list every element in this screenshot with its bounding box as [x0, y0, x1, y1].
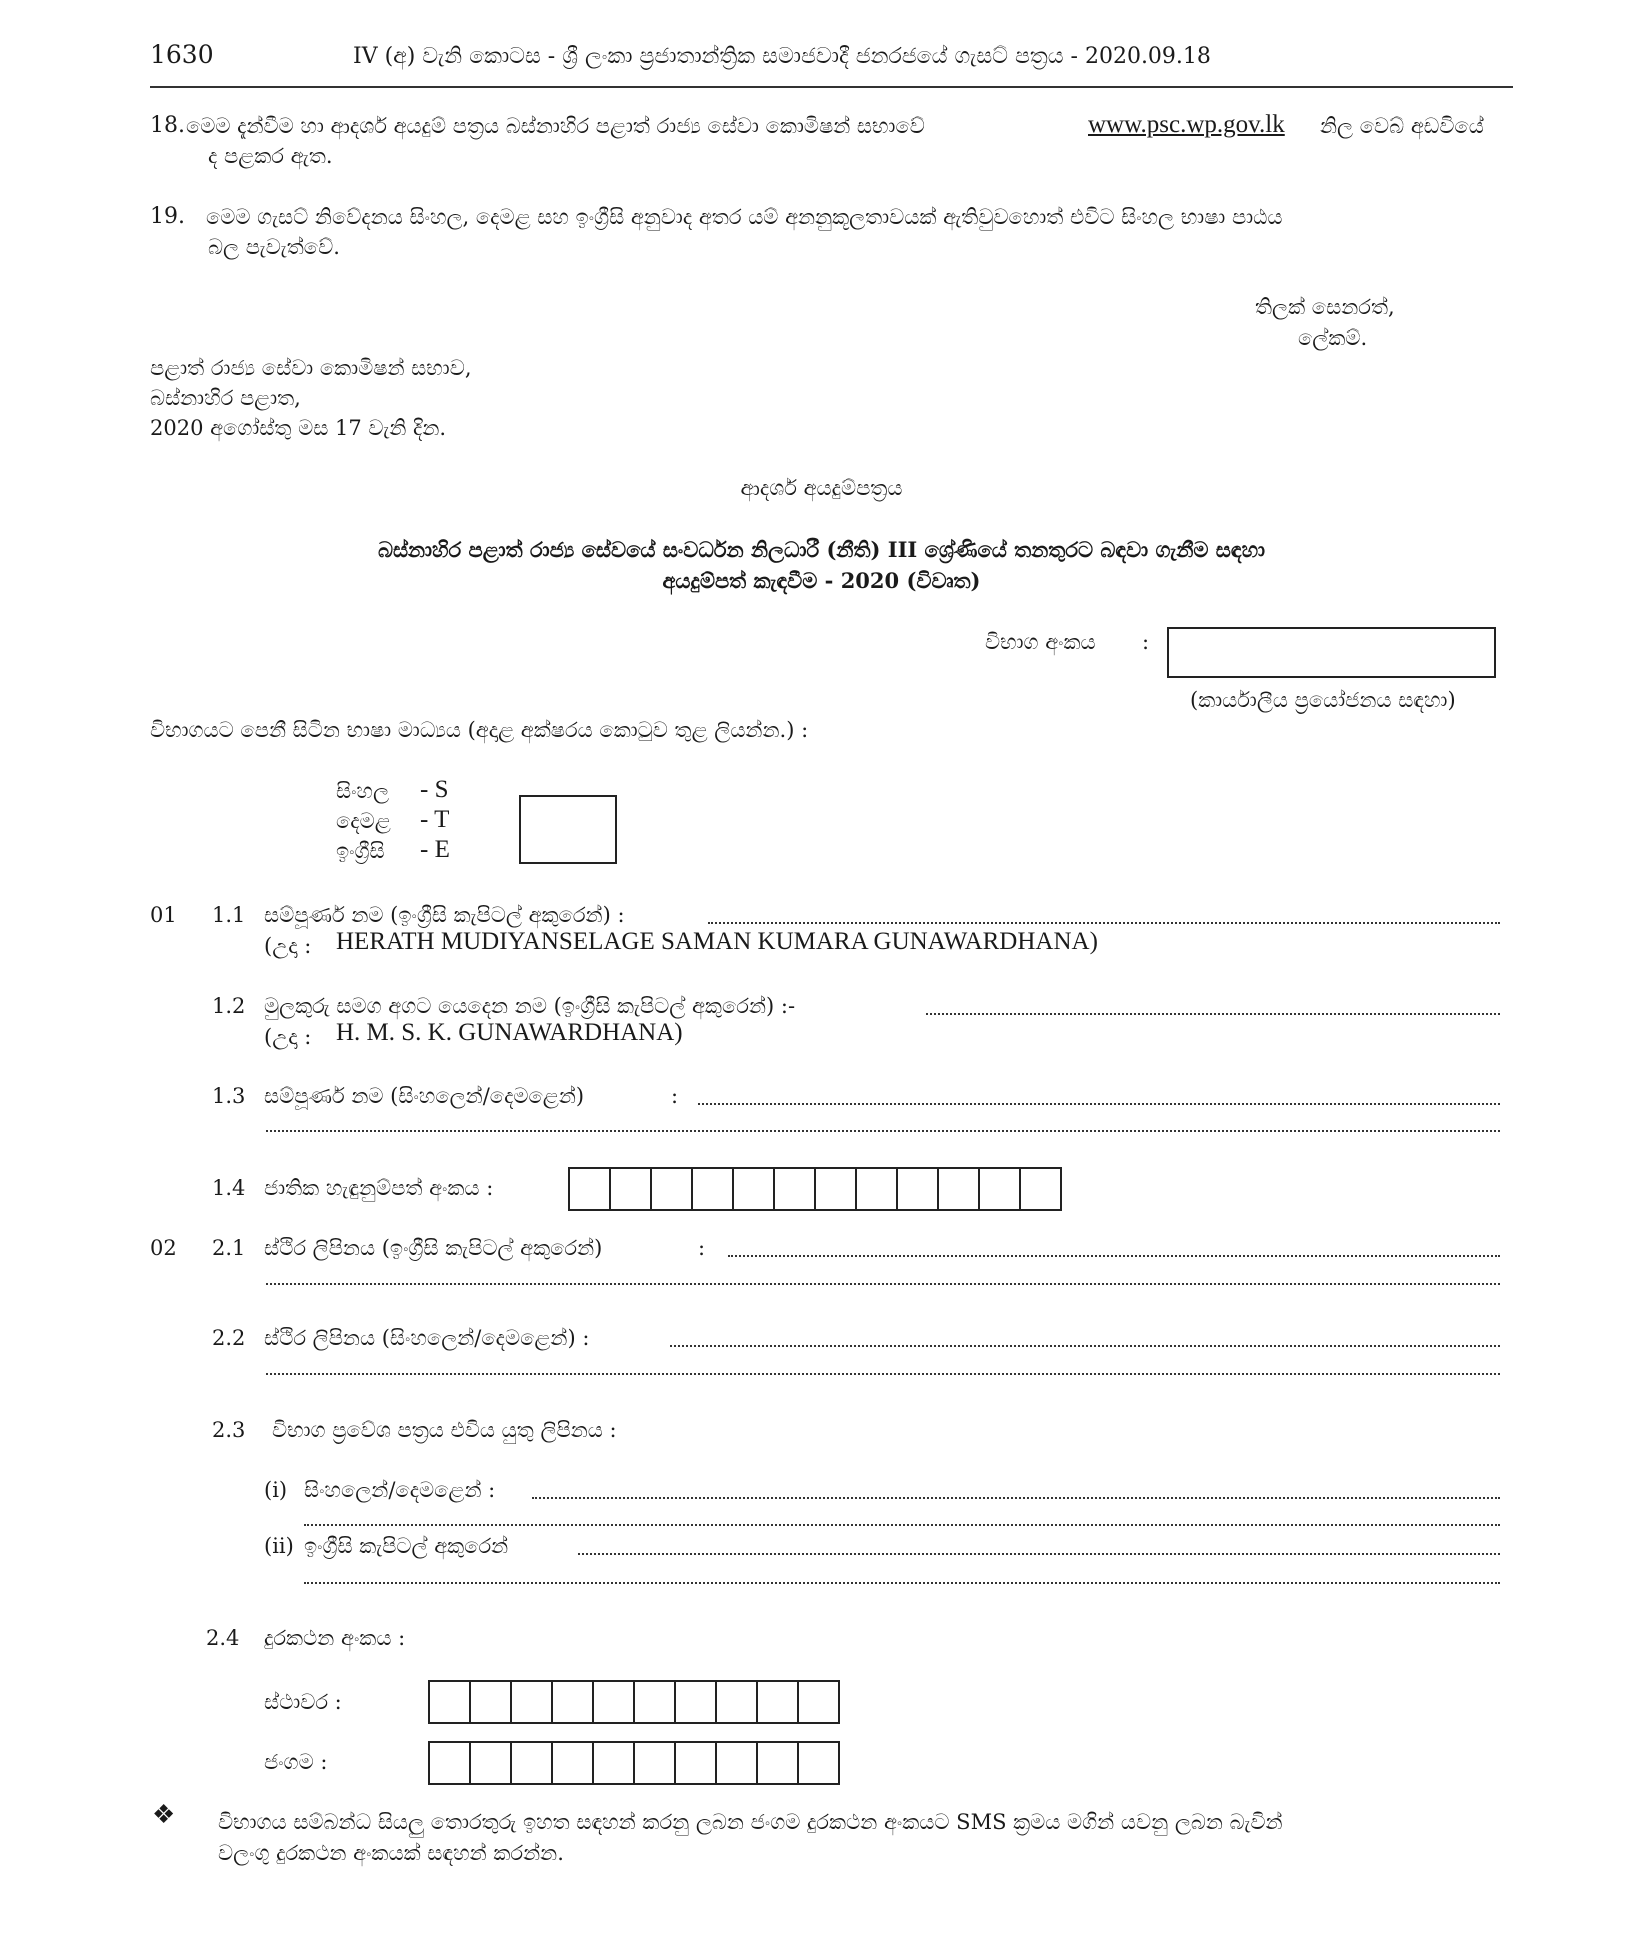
- nic-number-boxes[interactable]: [568, 1167, 1062, 1211]
- permanent-address-sinhala-field-line2[interactable]: [266, 1373, 1500, 1375]
- clause-19-number: 19.: [150, 204, 185, 229]
- nic-number-label: ජාතික හැඳුනුම්පත් අංකය :: [264, 1176, 494, 1200]
- admission-address-english-label: ඉංග්‍රීසි කැපිටල් අකුරෙන්: [304, 1534, 509, 1558]
- section-01-number: 01: [150, 903, 177, 927]
- nic-digit-box[interactable]: [816, 1169, 857, 1209]
- colon: :: [698, 1236, 706, 1260]
- item-1-4-number: 1.4: [212, 1176, 246, 1200]
- mobile-digit-box[interactable]: [430, 1743, 471, 1783]
- mobile-digit-box[interactable]: [676, 1743, 717, 1783]
- exam-number-box[interactable]: [1167, 627, 1496, 678]
- clause-18-text: මෙම දැන්වීම හා ආදර්ශ අයදුම් පත්‍රය බස්නාහිර පළාත් රාජ්‍ය සේවා කොමිෂන් සභාවේ: [186, 114, 925, 138]
- name-with-initials-field[interactable]: [926, 1013, 1500, 1015]
- colon: :: [671, 1084, 679, 1108]
- nic-digit-box[interactable]: [652, 1169, 693, 1209]
- full-name-english-label: සම්පූර්ණ නම (ඉංග්‍රීසි කැපිටල් අකුරෙන්) :: [264, 903, 625, 927]
- mobile-digit-box[interactable]: [758, 1743, 799, 1783]
- landline-digit-box[interactable]: [635, 1682, 676, 1722]
- permanent-address-english-label: ස්ථිර ලිපිනය (ඉංග්‍රීසි කැපිටල් අකුරෙන්): [264, 1236, 603, 1260]
- clause-19-text-line2: බල පැවැත්වේ.: [208, 235, 340, 259]
- mobile-digit-box[interactable]: [635, 1743, 676, 1783]
- nic-digit-box[interactable]: [939, 1169, 980, 1209]
- medium-code-box[interactable]: [519, 795, 617, 864]
- mobile-digit-box[interactable]: [717, 1743, 758, 1783]
- sms-note-line-1: විභාගය සම්බන්ධ සියලු තොරතුරු ඉහත සඳහන් කරනු ලබන ජංගම දුරකථන අංකයට SMS ක්‍රමය මගින් යවනු ලබන බැවින්: [218, 1810, 1283, 1834]
- full-name-sinhala-tamil-label: සම්පූර්ණ නම (සිංහලෙන්/දෙමළෙන්): [264, 1084, 585, 1108]
- mobile-digit-box[interactable]: [471, 1743, 512, 1783]
- admission-address-english-field[interactable]: [578, 1553, 1500, 1555]
- page-number: 1630: [150, 40, 214, 69]
- clause-18-number: 18.: [150, 113, 185, 138]
- name-with-initials-example: H. M. S. K. GUNAWARDHANA): [336, 1019, 683, 1046]
- office-use-note: (කාර්යාලීය ප්‍රයෝජනය සඳහා): [1190, 688, 1456, 712]
- admission-address-english-field-line2[interactable]: [304, 1582, 1500, 1584]
- permanent-address-english-field[interactable]: [728, 1255, 1500, 1257]
- full-name-sinhala-tamil-field-line2[interactable]: [266, 1130, 1500, 1132]
- landline-digit-box[interactable]: [512, 1682, 553, 1722]
- medium-option-code: - S: [420, 776, 449, 803]
- example-prefix: (උදා :: [264, 934, 312, 958]
- landline-digit-box[interactable]: [717, 1682, 758, 1722]
- medium-option-code: - T: [420, 806, 450, 833]
- full-name-sinhala-tamil-field[interactable]: [698, 1103, 1500, 1105]
- medium-option-code: - E: [420, 836, 450, 863]
- issuer-line-2: බස්නාහිර පළාත,: [150, 386, 301, 410]
- issuer-line-1: පළාත් රාජ්‍ය සේවා කොමිෂන් සභාව,: [150, 356, 472, 380]
- landline-digit-box[interactable]: [471, 1682, 512, 1722]
- medium-option-name: දෙමළ: [336, 809, 391, 833]
- signatory-name: තිලක් සෙනරත්,: [1255, 295, 1395, 319]
- mobile-label: ජංගම :: [264, 1750, 328, 1774]
- example-prefix: (උදා :: [264, 1025, 312, 1049]
- nic-digit-box[interactable]: [611, 1169, 652, 1209]
- item-2-4-number: 2.4: [206, 1626, 240, 1650]
- item-2-1-number: 2.1: [212, 1236, 246, 1260]
- item-2-3-ii-number: (ii): [264, 1534, 294, 1558]
- permanent-address-sinhala-field[interactable]: [670, 1345, 1500, 1347]
- signatory-title: ලේකම්.: [1298, 326, 1368, 350]
- telephone-number-label: දුරකථන අංකය :: [264, 1626, 406, 1650]
- landline-digit-box[interactable]: [676, 1682, 717, 1722]
- item-2-2-number: 2.2: [212, 1326, 246, 1350]
- nic-digit-box[interactable]: [898, 1169, 939, 1209]
- section-02-number: 02: [150, 1236, 177, 1260]
- nic-digit-box[interactable]: [1021, 1169, 1060, 1209]
- landline-digit-box[interactable]: [430, 1682, 471, 1722]
- nic-digit-box[interactable]: [857, 1169, 898, 1209]
- permanent-address-sinhala-label: ස්ථිර ලිපිනය (සිංහලෙන්/දෙමළෙන්) :: [264, 1326, 590, 1350]
- clause-19-text: මෙම ගැසට් නිවේදනය සිංහල, දෙමළ සහ ඉංග්‍රීසි අනුවාද අතර යම් අනනුකූලතාවයක් ඇතිවුවහොත් එවිට සිංහල භාෂා පාඨය: [206, 205, 1283, 229]
- permanent-address-english-field-line2[interactable]: [266, 1283, 1500, 1285]
- exam-number-label: විභාග අංකය: [985, 630, 1096, 654]
- item-2-3-number: 2.3: [212, 1418, 246, 1442]
- landline-number-boxes[interactable]: [428, 1680, 840, 1724]
- item-2-3-i-number: (i): [264, 1478, 288, 1502]
- mobile-number-boxes[interactable]: [428, 1741, 840, 1785]
- mobile-digit-box[interactable]: [799, 1743, 838, 1783]
- landline-label: ස්ථාවර :: [264, 1690, 342, 1714]
- clause-18-text-cont: නිල වෙබ් අඩවියේ: [1320, 114, 1484, 138]
- medium-label: විභාගයට පෙනී සිටින භාෂා මාධ්‍යය (අදාළ අක්ෂරය කොටුව තුළ ලියන්න.) :: [150, 718, 809, 742]
- admission-address-sinhala-field-line2[interactable]: [304, 1524, 1500, 1526]
- form-title-line-1: බස්නාහිර පළාත් රාජ්‍ය සේවයේ සංවර්ධන නිලධාරී (නීති) III ශ්‍රේණියේ තනතුරට බඳවා ගැනීම සඳහා: [377, 537, 1266, 562]
- nic-digit-box[interactable]: [980, 1169, 1021, 1209]
- gazette-header-title: IV (අ) වැනි කොටස - ශ්‍රී ලංකා ප්‍රජාතාන්ත්‍රික සමාජවාදී ජනරජයේ ගැසට් පත්‍රය - 2020.09.18: [353, 44, 1211, 69]
- exam-number-colon: :: [1142, 630, 1150, 654]
- full-name-english-example: HERATH MUDIYANSELAGE SAMAN KUMARA GUNAWARDHANA): [336, 928, 1098, 955]
- landline-digit-box[interactable]: [553, 1682, 594, 1722]
- mobile-digit-box[interactable]: [512, 1743, 553, 1783]
- full-name-english-field[interactable]: [708, 922, 1500, 924]
- form-title-line-2: අයදුම්පත් කැඳවීම - 2020 (විවෘත): [662, 568, 981, 593]
- clause-18-text-line2: ද පළකර ඇත.: [208, 144, 333, 168]
- landline-digit-box[interactable]: [594, 1682, 635, 1722]
- issuer-date: 2020 අගෝස්තු මස 17 වැනි දින.: [150, 416, 447, 440]
- mobile-digit-box[interactable]: [553, 1743, 594, 1783]
- website-link[interactable]: www.psc.wp.gov.lk: [1088, 111, 1285, 138]
- sms-note-line-2: වලංගු දුරකථන අංකයක් සඳහන් කරන්න.: [218, 1841, 564, 1865]
- form-heading: ආදර්ශ අයදුම්පත්‍රය: [740, 476, 903, 500]
- admission-address-sinhala-label: සිංහලෙන්/දෙමළෙන් :: [304, 1478, 496, 1502]
- bullet-icon: ❖: [152, 1800, 176, 1830]
- nic-digit-box[interactable]: [775, 1169, 816, 1209]
- nic-digit-box[interactable]: [570, 1169, 611, 1209]
- medium-option-name: සිංහල: [336, 779, 389, 803]
- header-divider: [150, 86, 1513, 88]
- item-1-1-number: 1.1: [212, 903, 246, 927]
- nic-digit-box[interactable]: [693, 1169, 734, 1209]
- landline-digit-box[interactable]: [799, 1682, 838, 1722]
- admission-address-label: විභාග ප්‍රවේශ පත්‍රය එවිය යුතු ලිපිනය :: [272, 1418, 617, 1442]
- admission-address-sinhala-field[interactable]: [532, 1497, 1500, 1499]
- landline-digit-box[interactable]: [758, 1682, 799, 1722]
- item-1-2-number: 1.2: [212, 994, 246, 1018]
- medium-option-name: ඉංග්‍රීසි: [336, 839, 385, 863]
- nic-digit-box[interactable]: [734, 1169, 775, 1209]
- name-with-initials-label: මුලකුරු සමග අගට යෙදෙන නම (ඉංග්‍රීසි කැපිටල් අකුරෙන්) :-: [264, 994, 796, 1018]
- mobile-digit-box[interactable]: [594, 1743, 635, 1783]
- item-1-3-number: 1.3: [212, 1084, 246, 1108]
